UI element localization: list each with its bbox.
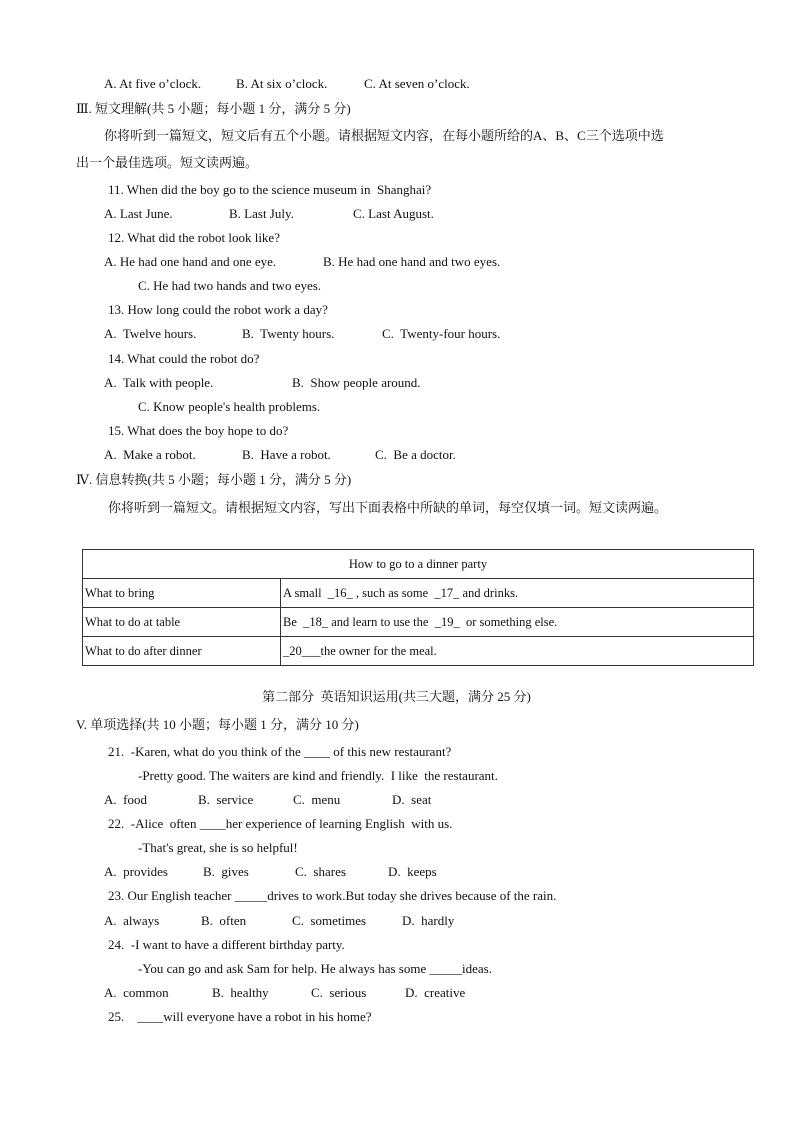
q13-option-a: A. Twelve hours. [104,326,197,341]
q21-option-c: C. menu [293,792,341,807]
q13-option-b: B. Twenty hours. [242,326,335,341]
row-value: Be _18_ and learn to use the _19_ or something else. [281,608,754,637]
section-3-header: Ⅲ. 短文理解(共 5 小题；每小题 1 分，满分 5 分) [76,101,351,116]
q24-option-d: D. creative [405,985,466,1000]
row-label: What to do after dinner [83,637,281,666]
question-21-reply: -Pretty good. The waiters are kind and friendly. I like the restaurant. [138,768,498,783]
q10-option-b: B. At six o’clock. [236,76,328,91]
section-3-instruction-line2: 出一个最佳选项。短文读两遍。 [76,155,259,170]
question-15: 15. What does the boy hope to do? [108,423,289,438]
q15-option-a: A. Make a robot. [104,447,196,462]
info-table-title: How to go to a dinner party [83,550,754,579]
q15-option-b: B. Have a robot. [242,447,331,462]
info-table [82,549,754,666]
q21-option-a: A. food [104,792,147,807]
q12-option-c: C. He had two hands and two eyes. [138,278,322,293]
q14-option-b: B. Show people around. [292,375,421,390]
q21-option-d: D. seat [392,792,432,807]
q24-option-b: B. healthy [212,985,269,1000]
question-12: 12. What did the robot look like? [108,230,280,245]
question-24-reply: -You can go and ask Sam for help. He always has some _____ideas. [138,961,492,976]
table-row [83,637,754,666]
q24-option-a: A. common [104,985,169,1000]
section-3-instruction-line1: 你将听到一篇短文，短文后有五个小题。请根据短文内容，在每小题所给的A、B、C三个选项中选 [104,128,664,143]
question-24: 24. -I want to have a different birthday party. [108,937,345,952]
q10-option-c: C. At seven o’clock. [364,76,470,91]
q23-option-a: A. always [104,913,160,928]
part-2-title: 第二部分 英语知识运用(共三大题，满分 25 分) [262,689,531,704]
q14-option-a: A. Talk with people. [104,375,214,390]
question-23: 23. Our English teacher _____drives to work.But today she drives because of the rain. [108,888,557,903]
section-5-header: V. 单项选择(共 10 小题；每小题 1 分，满分 10 分) [76,717,359,732]
row-label: What to do at table [83,608,281,637]
q14-option-c: C. Know people's health problems. [138,399,321,414]
q23-option-b: B. often [201,913,247,928]
q24-option-c: C. serious [311,985,367,1000]
q21-option-b: B. service [198,792,254,807]
question-22-reply: -That's great, she is so helpful! [138,840,298,855]
q15-option-c: C. Be a doctor. [375,447,456,462]
question-13: 13. How long could the robot work a day? [108,302,328,317]
table-row [83,579,754,608]
q23-option-c: C. sometimes [292,913,367,928]
question-25: 25. ____will everyone have a robot in his home? [108,1009,372,1024]
row-label: What to bring [83,579,281,608]
question-14: 14. What could the robot do? [108,351,260,366]
question-22: 22. -Alice often ____her experience of learning English with us. [108,816,453,831]
q23-option-d: D. hardly [402,913,455,928]
table-row [83,608,754,637]
question-11: 11. When did the boy go to the science museum in Shanghai? [108,182,432,197]
question-21: 21. -Karen, what do you think of the ____ of this new restaurant? [108,744,452,759]
row-value: _20___the owner for the meal. [281,637,754,666]
q11-option-b: B. Last July. [229,206,294,221]
q10-option-a: A. At five o’clock. [104,76,202,91]
q22-option-b: B. gives [203,864,249,879]
q22-option-a: A. provides [104,864,168,879]
q11-option-c: C. Last August. [353,206,434,221]
q12-option-b: B. He had one hand and two eyes. [323,254,501,269]
section-4-instruction: 你将听到一篇短文。请根据短文内容，写出下面表格中所缺的单词，每空仅填一词。短文读两遍。 [108,500,668,515]
row-value: A small _16_ , such as some _17_ and drinks. [281,579,754,608]
q22-option-c: C. shares [295,864,346,879]
section-4-header: Ⅳ. 信息转换(共 5 小题；每小题 1 分，满分 5 分) [76,472,352,487]
q22-option-d: D. keeps [388,864,437,879]
q13-option-c: C. Twenty-four hours. [382,326,501,341]
q12-option-a: A. He had one hand and one eye. [104,254,277,269]
q11-option-a: A. Last June. [104,206,173,221]
